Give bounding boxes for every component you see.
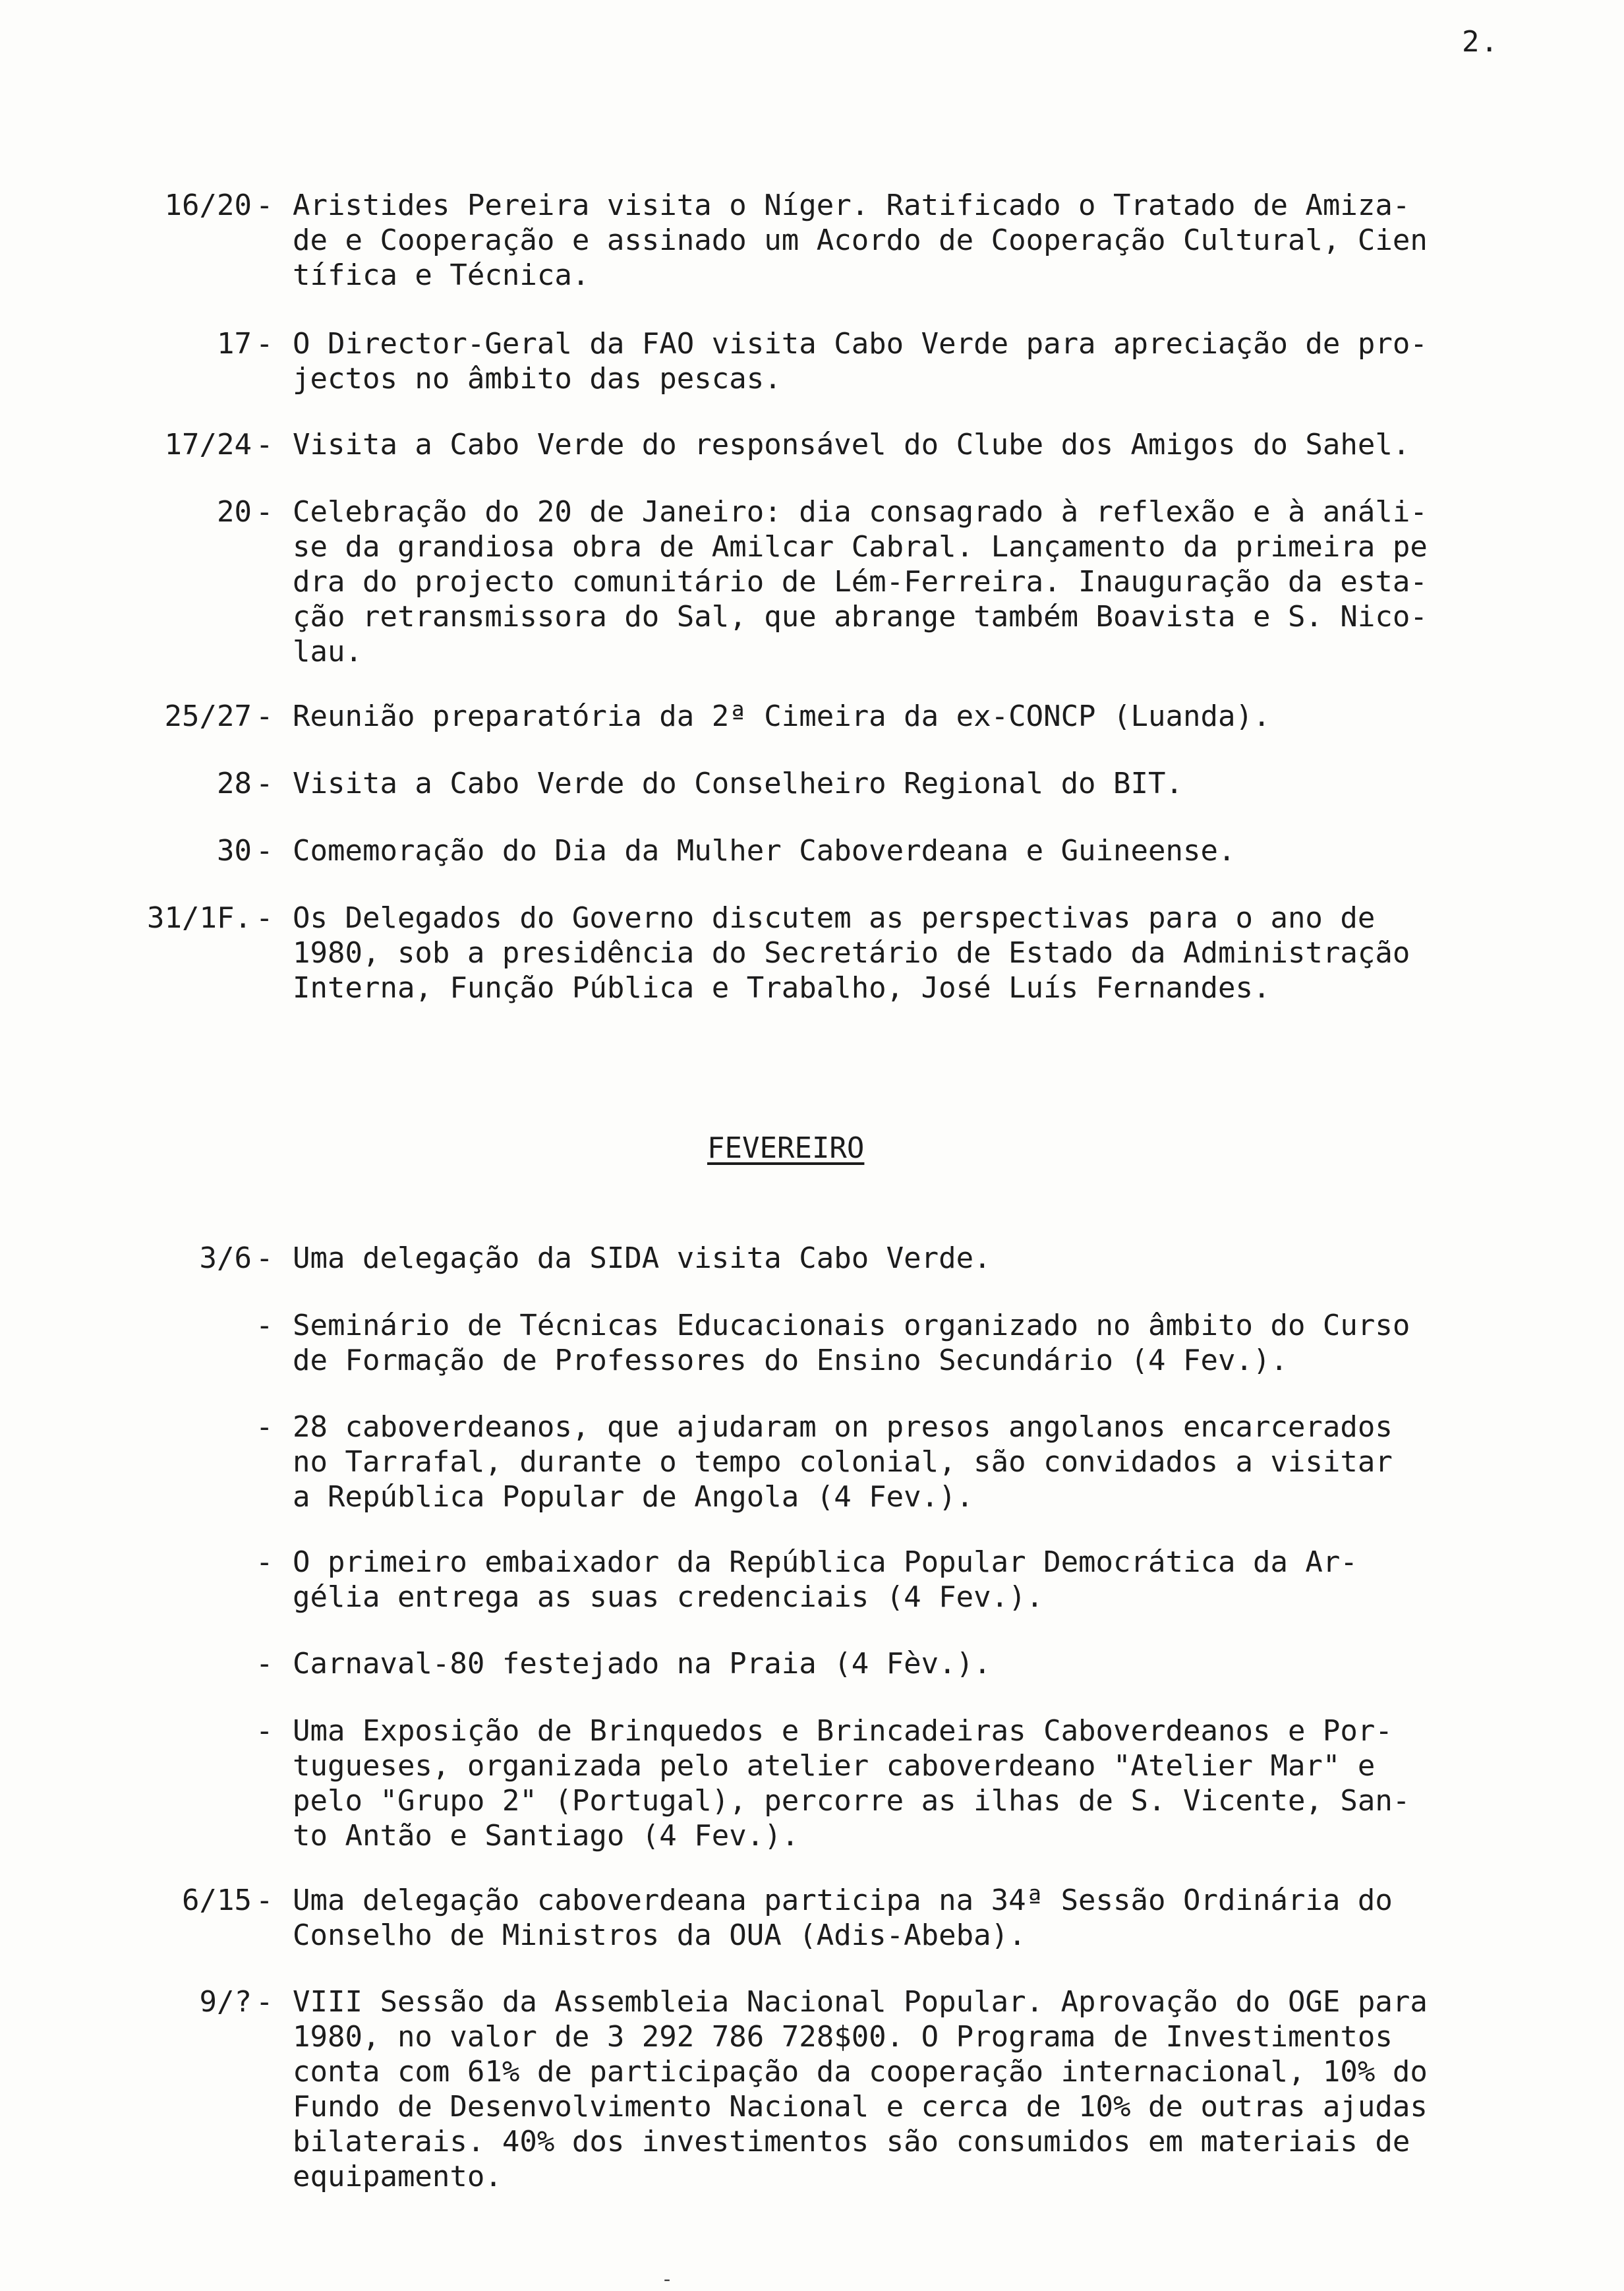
entry-date: 9/? <box>199 1985 252 2019</box>
entry-date: 30 <box>217 834 252 868</box>
entry-date: 25/27 <box>164 699 252 733</box>
entry-date: 20 <box>217 495 252 529</box>
entry-dash: - <box>256 699 274 733</box>
entry-date: 3/6 <box>199 1241 252 1275</box>
entry-dash: - <box>256 767 274 800</box>
entry-text: Uma delegação caboverdeana participa na 34ª Sessão Ordinária do Conselho de Ministros da OUA (Adis-Abeba). <box>293 1884 1393 1952</box>
entry-text: O primeiro embaixador da República Popular Democrática da Ar- gélia entrega as suas credenciais (4 Fev.). <box>293 1545 1358 1614</box>
entry-date: 28 <box>217 767 252 800</box>
entry-text: Comemoração do Dia da Mulher Caboverdeana e Guineense. <box>293 834 1236 868</box>
entry-dash: - <box>256 1647 274 1681</box>
entry-dash: - <box>256 495 274 529</box>
entry-date: 17 <box>217 327 252 361</box>
entry-date: 31/1F. <box>147 901 252 935</box>
entry-text: Carnaval-80 festejado na Praia (4 Fèv.). <box>293 1647 991 1681</box>
entry-date: 16/20 <box>164 189 252 222</box>
entry-text: Aristides Pereira visita o Níger. Ratificado o Tratado de Amiza- de e Cooperação e assinado um Acordo de Cooperação Cultural, Cien tífica e Técnica. <box>293 189 1428 292</box>
entry-dash: - <box>256 1545 274 1579</box>
entry-dash: - <box>256 1410 274 1444</box>
entry-dash: - <box>256 428 274 461</box>
entry-dash: - <box>256 189 274 222</box>
entry-dash: - <box>256 1714 274 1748</box>
page-number: 2. <box>1462 25 1499 59</box>
entry-text: Celebração do 20 de Janeiro: dia consagrado à reflexão e à análi- se da grandiosa obra de Amilcar Cabral. Lançamento da primeira pe dra do projecto comunitário de Lém-Ferreira. Inauguração da esta- ção retransmissora do Sal, que abrange também Boavista e S. Nico- lau. <box>293 495 1428 669</box>
entry-text: Visita a Cabo Verde do responsável do Clube dos Amigos do Sahel. <box>293 428 1410 461</box>
entry-text: Seminário de Técnicas Educacionais organizado no âmbito do Curso de Formação de Professores do Ensino Secundário (4 Fev.). <box>293 1309 1410 1377</box>
entry-text: Reunião preparatória da 2ª Cimeira da ex-CONCP (Luanda). <box>293 699 1271 733</box>
entry-dash: - <box>256 1241 274 1275</box>
entry-dash: - <box>256 1985 274 2019</box>
entry-text: 28 caboverdeanos, que ajudaram on presos angolanos encarcerados no Tarrafal, durante o tempo colonial, são convidados a visitar a República Popular de Angola (4 Fev.). <box>293 1410 1393 1514</box>
entry-dash: - <box>256 1884 274 1917</box>
entry-date: 6/15 <box>182 1884 252 1917</box>
footer-mark: - <box>661 2268 674 2291</box>
entry-text: Os Delegados do Governo discutem as perspectivas para o ano de 1980, sob a presidência do Secretário de Estado da Administração Interna, Função Pública e Trabalho, José Luís Fernandes. <box>293 901 1410 1005</box>
entry-date: 17/24 <box>164 428 252 461</box>
entry-text: Uma delegação da SIDA visita Cabo Verde. <box>293 1241 991 1275</box>
section-heading: FEVEREIRO <box>707 1131 865 1165</box>
entry-text: Visita a Cabo Verde do Conselheiro Regional do BIT. <box>293 767 1184 800</box>
entry-text: VIII Sessão da Assembleia Nacional Popular. Aprovação do OGE para 1980, no valor de 3 292 786 728$00. O Programa de Investimentos conta com 61% de participação da cooperação internacional, 10% do Fundo de Desenvolvimento Nacional e cerca de 10% de outras ajudas bilaterais. 40% dos investimentos são consumidos em materiais de equipamento. <box>293 1985 1428 2193</box>
entry-dash: - <box>256 1309 274 1342</box>
entry-dash: - <box>256 327 274 361</box>
entry-text: Uma Exposição de Brinquedos e Brincadeiras Caboverdeanos e Por- tugueses, organizada pelo atelier caboverdeano "Atelier Mar" e pelo "Grupo 2" (Portugal), percorre as ilhas de S. Vicente, San- to Antão e Santiago (4 Fev.). <box>293 1714 1410 1853</box>
entry-text: O Director-Geral da FAO visita Cabo Verde para apreciação de pro- jectos no âmbito das pescas. <box>293 327 1428 396</box>
entry-dash: - <box>256 901 274 935</box>
entry-dash: - <box>256 834 274 868</box>
